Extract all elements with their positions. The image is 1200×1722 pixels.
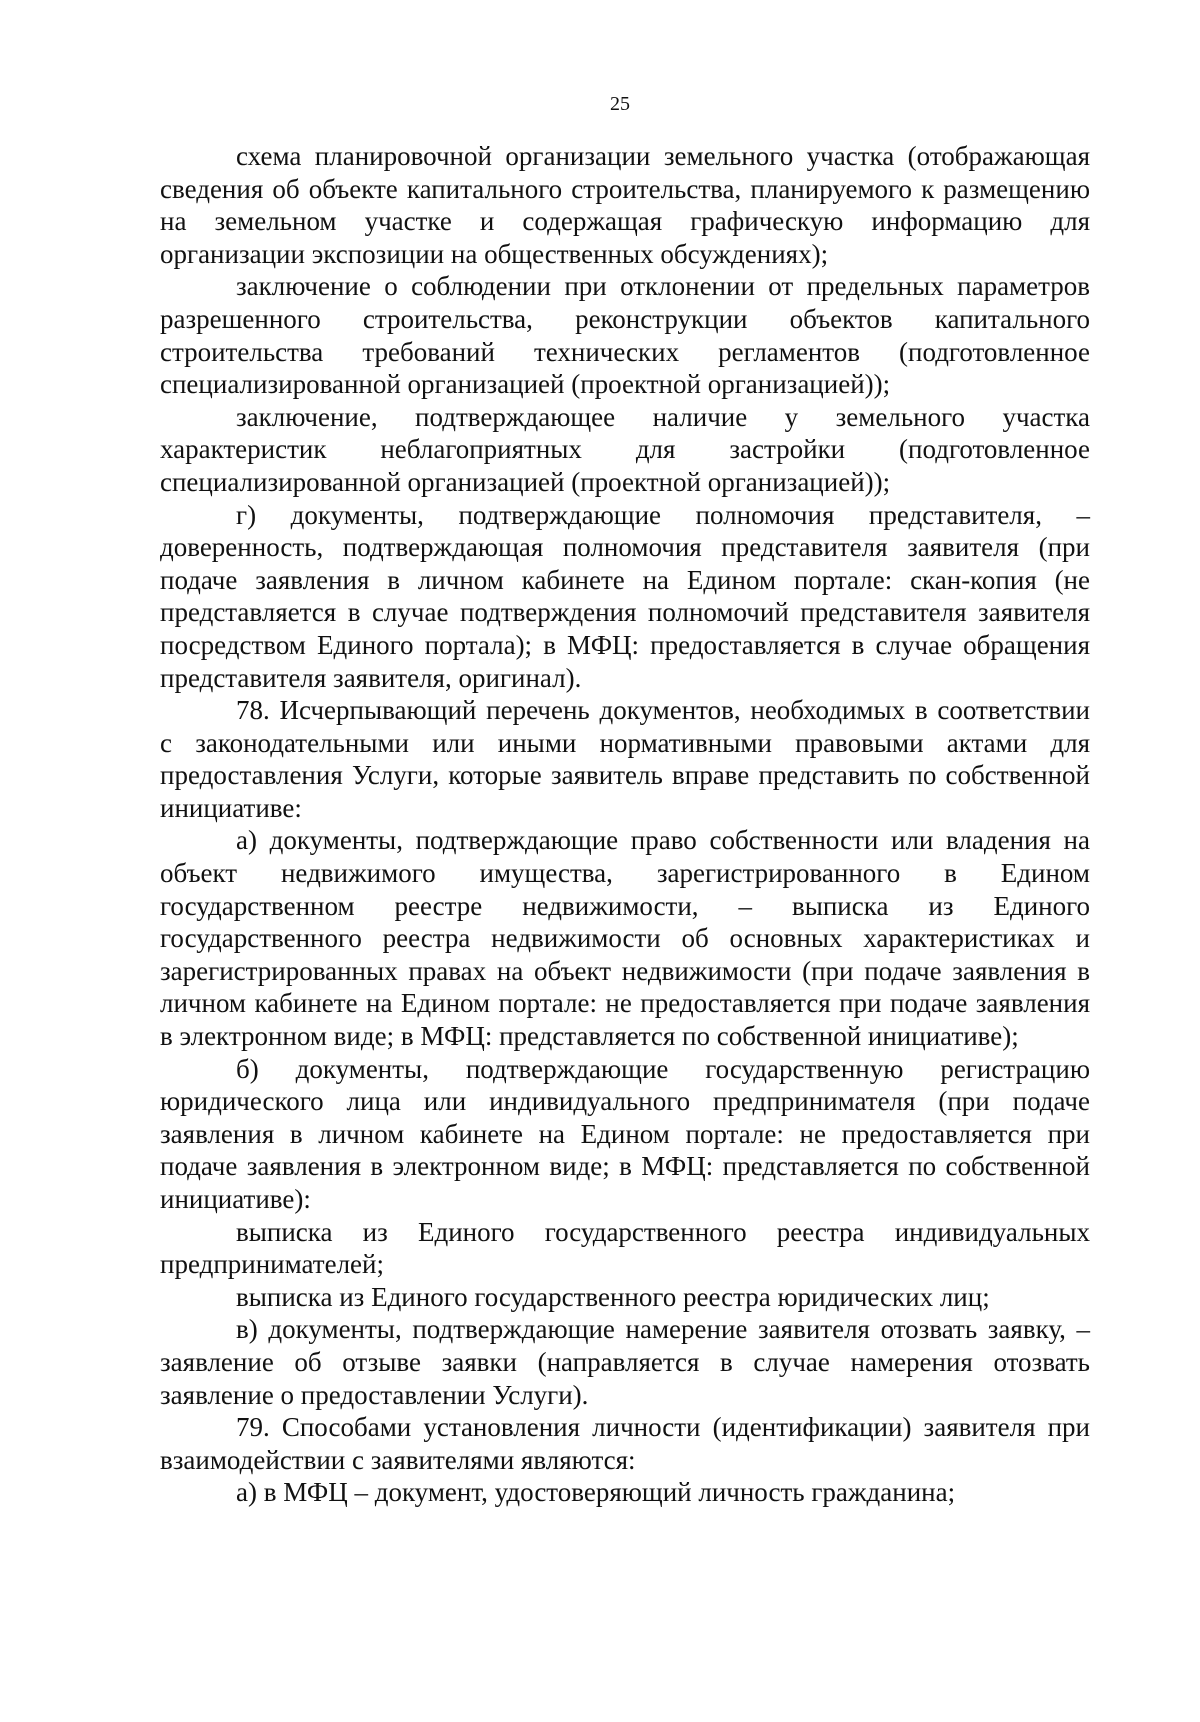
paragraph-79-heading: 79. Способами установления личности (идентификации) заявителя при взаимодействии с заявителями являются: <box>160 1412 1090 1475</box>
paragraph-deviation-conclusion: заключение о соблюдении при отклонении от предельных параметров разрешенного строительства, реконструкции объектов капитального строительства требований технических регламентов (подготовленное специализированной организацией (проектной организацией)); <box>160 271 1090 400</box>
paragraph-entrepreneur-register: выписка из Единого государственного реестра индивидуальных предпринимателей; <box>160 1216 1090 1280</box>
paragraph-withdrawal-documents: в) документы, подтверждающие намерение заявителя отозвать заявку, – заявление об отзыве заявки (направляется в случае намерения отозвать заявление о предоставлении Услуги). <box>160 1314 1090 1410</box>
paragraph-ownership-documents: а) документы, подтверждающие право собственности или владения на объект недвижимого имущества, зарегистрированного в Едином государственном реестре недвижимости, – выписка из Единого государственного реестра недвижимости об основных характеристиках и зарегистрированных правах на объект недвижимости (при подаче заявления в личном кабинете на Едином портале: не предоставляется при подаче заявления в электронном виде; в МФЦ: представляется по собственной инициативе); <box>160 825 1090 1052</box>
paragraph-registration-documents: б) документы, подтверждающие государственную регистрацию юридического лица или индивидуального предпринимателя (при подаче заявления в личном кабинете на Едином портале: не предоставляется при подаче заявления в электронном виде; в МФЦ: представляется по собственной инициативе): <box>160 1053 1090 1214</box>
paragraph-78-heading: 78. Исчерпывающий перечень документов, необходимых в соответствии с законодательными или иными нормативными правовыми актами для предоставления Услуги, которые заявитель вправе представить по собственной инициативе: <box>160 695 1090 823</box>
paragraph-unfavorable-conclusion: заключение, подтверждающее наличие у земельного участка характеристик неблагоприятных для застройки (подготовленное специализированной организацией (проектной организацией)); <box>160 401 1090 497</box>
document-body <box>160 140 1090 1509</box>
paragraph-legal-entity-register: выписка из Единого государственного реестра юридических лиц; <box>236 1281 990 1312</box>
paragraph-mfc-identification: а) в МФЦ – документ, удостоверяющий личность гражданина; <box>236 1477 956 1508</box>
paragraph-site-plan-scheme: схема планировочной организации земельного участка (отображающая сведения об объекте капитального строительства, планируемого к размещению на земельном участке и содержащая графическую информацию для организации экспозиции на общественных обсуждениях); <box>160 141 1090 269</box>
page-number: 25 <box>610 93 630 115</box>
paragraph-representative-documents: г) документы, подтверждающие полномочия представителя, – доверенность, подтверждающая полномочия представителя заявителя (при подаче заявления в личном кабинете на Едином портале: скан-копия (не представляется в случае подтверждения полномочий представителя заявителя посредством Единого портала); в МФЦ: предоставляется в случае обращения представителя заявителя, оригинал). <box>160 499 1090 693</box>
